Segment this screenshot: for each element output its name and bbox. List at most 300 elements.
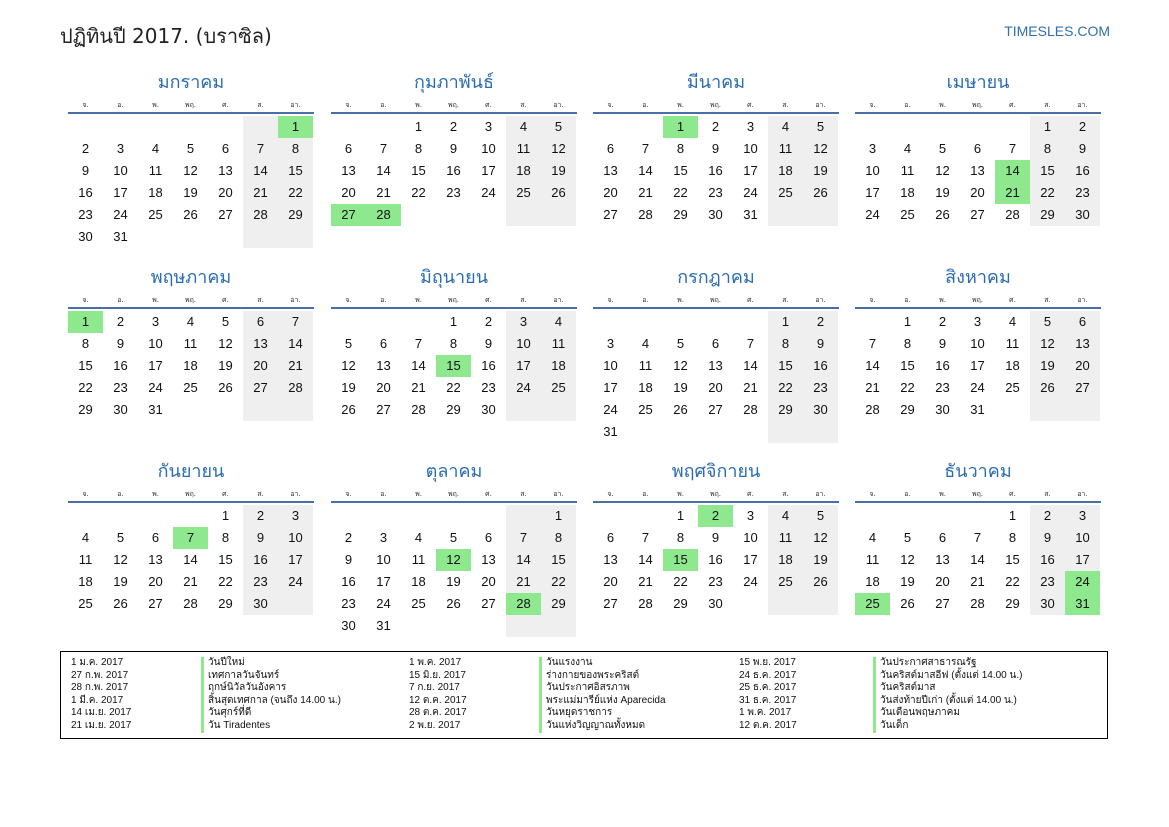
day-cell[interactable]: 26 [218, 380, 233, 395]
day-cell[interactable]: 22 [1030, 182, 1065, 204]
day-cell[interactable]: 4 [1008, 314, 1017, 329]
day-cell[interactable]: 10 [970, 336, 985, 351]
day-cell[interactable]: 13 [603, 163, 618, 178]
day-cell[interactable]: 31 [113, 229, 128, 244]
day-cell[interactable]: 6 [243, 311, 278, 333]
day-cell[interactable]: 12 [341, 358, 356, 373]
day-cell[interactable]: 20 [341, 185, 356, 200]
day-cell[interactable]: 6 [973, 141, 982, 156]
day-cell[interactable]: 24 [113, 207, 128, 222]
day-cell[interactable]: 4 [81, 530, 90, 545]
day-cell[interactable]: 3 [746, 508, 755, 523]
day-cell[interactable]: 1 [903, 314, 912, 329]
day-cell[interactable]: 10 [506, 333, 541, 355]
day-cell[interactable]: 6 [484, 530, 493, 545]
day-cell[interactable]: 22 [673, 185, 688, 200]
day-cell[interactable]: 12 [436, 549, 471, 571]
day-cell[interactable]: 28 [243, 204, 278, 226]
day-cell[interactable]: 10 [865, 163, 880, 178]
site-link[interactable]: TIMESLES.COM [1004, 23, 1110, 39]
day-cell[interactable]: 14 [865, 358, 880, 373]
day-cell[interactable]: 9 [711, 530, 720, 545]
day-cell[interactable]: 9 [243, 527, 278, 549]
day-cell[interactable]: 7 [414, 336, 423, 351]
day-cell[interactable]: 6 [938, 530, 947, 545]
day-cell[interactable]: 13 [603, 552, 618, 567]
day-cell[interactable]: 5 [903, 530, 912, 545]
day-cell[interactable]: 25 [506, 182, 541, 204]
day-cell[interactable]: 14 [243, 160, 278, 182]
day-cell[interactable]: 21 [506, 571, 541, 593]
day-cell[interactable]: 27 [331, 204, 366, 226]
day-cell[interactable]: 20 [1065, 355, 1100, 377]
day-cell[interactable]: 20 [935, 574, 950, 589]
day-cell[interactable]: 11 [541, 333, 576, 355]
day-cell[interactable]: 26 [803, 571, 838, 593]
day-cell[interactable]: 2 [344, 530, 353, 545]
day-cell[interactable]: 21 [638, 185, 653, 200]
day-cell[interactable]: 6 [151, 530, 160, 545]
day-cell[interactable]: 7 [868, 336, 877, 351]
day-cell[interactable]: 27 [1065, 377, 1100, 399]
day-cell[interactable]: 27 [243, 377, 278, 399]
day-cell[interactable]: 2 [81, 141, 90, 156]
day-cell[interactable]: 2 [1065, 116, 1100, 138]
day-cell[interactable]: 15 [768, 355, 803, 377]
day-cell[interactable]: 29 [218, 596, 233, 611]
day-cell[interactable]: 25 [411, 596, 426, 611]
day-cell[interactable]: 17 [376, 574, 391, 589]
day-cell[interactable]: 29 [541, 593, 576, 615]
day-cell[interactable]: 24 [1065, 571, 1100, 593]
day-cell[interactable]: 29 [768, 399, 803, 421]
day-cell[interactable]: 15 [541, 549, 576, 571]
day-cell[interactable]: 8 [768, 333, 803, 355]
day-cell[interactable]: 15 [1030, 160, 1065, 182]
day-cell[interactable]: 5 [803, 116, 838, 138]
day-cell[interactable]: 15 [436, 355, 471, 377]
day-cell[interactable]: 17 [148, 358, 163, 373]
day-cell[interactable]: 10 [278, 527, 313, 549]
day-cell[interactable]: 15 [278, 160, 313, 182]
day-cell[interactable]: 15 [78, 358, 93, 373]
day-cell[interactable]: 31 [376, 618, 391, 633]
day-cell[interactable]: 16 [1030, 549, 1065, 571]
day-cell[interactable]: 18 [768, 549, 803, 571]
day-cell[interactable]: 28 [743, 402, 758, 417]
day-cell[interactable]: 29 [446, 402, 461, 417]
day-cell[interactable]: 26 [1030, 377, 1065, 399]
day-cell[interactable]: 22 [278, 182, 313, 204]
day-cell[interactable]: 12 [900, 552, 915, 567]
day-cell[interactable]: 5 [221, 314, 230, 329]
day-cell[interactable]: 3 [278, 505, 313, 527]
day-cell[interactable]: 3 [973, 314, 982, 329]
day-cell[interactable]: 9 [81, 163, 90, 178]
day-cell[interactable]: 9 [938, 336, 947, 351]
day-cell[interactable]: 4 [768, 505, 803, 527]
day-cell[interactable]: 17 [1065, 549, 1100, 571]
day-cell[interactable]: 10 [148, 336, 163, 351]
day-cell[interactable]: 14 [970, 552, 985, 567]
day-cell[interactable]: 24 [506, 377, 541, 399]
day-cell[interactable]: 27 [970, 207, 985, 222]
day-cell[interactable]: 15 [218, 552, 233, 567]
day-cell[interactable]: 30 [113, 402, 128, 417]
day-cell[interactable]: 11 [865, 552, 880, 567]
day-cell[interactable]: 14 [411, 358, 426, 373]
day-cell[interactable]: 8 [278, 138, 313, 160]
day-cell[interactable]: 1 [768, 311, 803, 333]
day-cell[interactable]: 3 [1065, 505, 1100, 527]
day-cell[interactable]: 7 [173, 527, 208, 549]
day-cell[interactable]: 7 [1008, 141, 1017, 156]
day-cell[interactable]: 21 [278, 355, 313, 377]
day-cell[interactable]: 2 [449, 119, 458, 134]
day-cell[interactable]: 3 [379, 530, 388, 545]
day-cell[interactable]: 1 [414, 119, 423, 134]
day-cell[interactable]: 23 [341, 596, 356, 611]
day-cell[interactable]: 21 [865, 380, 880, 395]
day-cell[interactable]: 14 [376, 163, 391, 178]
day-cell[interactable]: 28 [865, 402, 880, 417]
day-cell[interactable]: 14 [278, 333, 313, 355]
day-cell[interactable]: 6 [1065, 311, 1100, 333]
day-cell[interactable]: 28 [970, 596, 985, 611]
day-cell[interactable]: 17 [481, 163, 496, 178]
day-cell[interactable]: 19 [935, 185, 950, 200]
day-cell[interactable]: 8 [449, 336, 458, 351]
day-cell[interactable]: 23 [243, 571, 278, 593]
day-cell[interactable]: 26 [446, 596, 461, 611]
day-cell[interactable]: 8 [1008, 530, 1017, 545]
day-cell[interactable]: 10 [1065, 527, 1100, 549]
day-cell[interactable]: 14 [743, 358, 758, 373]
day-cell[interactable]: 18 [865, 574, 880, 589]
day-cell[interactable]: 16 [708, 552, 723, 567]
day-cell[interactable]: 12 [803, 527, 838, 549]
day-cell[interactable]: 1 [221, 508, 230, 523]
day-cell[interactable]: 23 [481, 380, 496, 395]
day-cell[interactable]: 2 [484, 314, 493, 329]
day-cell[interactable]: 5 [676, 336, 685, 351]
day-cell[interactable]: 24 [603, 402, 618, 417]
day-cell[interactable]: 22 [78, 380, 93, 395]
day-cell[interactable]: 30 [1030, 593, 1065, 615]
day-cell[interactable]: 2 [1030, 505, 1065, 527]
day-cell[interactable]: 7 [243, 138, 278, 160]
day-cell[interactable]: 25 [638, 402, 653, 417]
day-cell[interactable]: 9 [1030, 527, 1065, 549]
day-cell[interactable]: 19 [803, 160, 838, 182]
day-cell[interactable]: 17 [113, 185, 128, 200]
day-cell[interactable]: 17 [278, 549, 313, 571]
day-cell[interactable]: 7 [641, 530, 650, 545]
day-cell[interactable]: 11 [78, 552, 93, 567]
day-cell[interactable]: 19 [1030, 355, 1065, 377]
day-cell[interactable]: 20 [218, 185, 233, 200]
day-cell[interactable]: 20 [708, 380, 723, 395]
day-cell[interactable]: 21 [376, 185, 391, 200]
day-cell[interactable]: 27 [603, 207, 618, 222]
day-cell[interactable]: 6 [606, 530, 615, 545]
day-cell[interactable]: 21 [995, 182, 1030, 204]
day-cell[interactable]: 18 [506, 160, 541, 182]
day-cell[interactable]: 14 [638, 163, 653, 178]
day-cell[interactable]: 19 [218, 358, 233, 373]
day-cell[interactable]: 1 [541, 505, 576, 527]
day-cell[interactable]: 25 [541, 377, 576, 399]
day-cell[interactable]: 28 [506, 593, 541, 615]
day-cell[interactable]: 6 [711, 336, 720, 351]
day-cell[interactable]: 18 [148, 185, 163, 200]
day-cell[interactable]: 27 [481, 596, 496, 611]
day-cell[interactable]: 24 [148, 380, 163, 395]
day-cell[interactable]: 24 [970, 380, 985, 395]
day-cell[interactable]: 3 [151, 314, 160, 329]
day-cell[interactable]: 20 [376, 380, 391, 395]
day-cell[interactable]: 5 [938, 141, 947, 156]
day-cell[interactable]: 9 [1065, 138, 1100, 160]
day-cell[interactable]: 28 [411, 402, 426, 417]
day-cell[interactable]: 16 [803, 355, 838, 377]
day-cell[interactable]: 29 [1005, 596, 1020, 611]
day-cell[interactable]: 4 [903, 141, 912, 156]
day-cell[interactable]: 18 [900, 185, 915, 200]
day-cell[interactable]: 8 [1030, 138, 1065, 160]
day-cell[interactable]: 30 [78, 229, 93, 244]
day-cell[interactable]: 2 [116, 314, 125, 329]
day-cell[interactable]: 13 [935, 552, 950, 567]
day-cell[interactable]: 7 [641, 141, 650, 156]
day-cell[interactable]: 14 [638, 552, 653, 567]
day-cell[interactable]: 24 [865, 207, 880, 222]
day-cell[interactable]: 7 [746, 336, 755, 351]
day-cell[interactable]: 30 [1065, 204, 1100, 226]
day-cell[interactable]: 11 [506, 138, 541, 160]
day-cell[interactable]: 2 [698, 505, 733, 527]
day-cell[interactable]: 31 [148, 402, 163, 417]
day-cell[interactable]: 13 [708, 358, 723, 373]
day-cell[interactable]: 26 [113, 596, 128, 611]
day-cell[interactable]: 18 [78, 574, 93, 589]
day-cell[interactable]: 30 [708, 207, 723, 222]
day-cell[interactable]: 13 [481, 552, 496, 567]
day-cell[interactable]: 19 [183, 185, 198, 200]
day-cell[interactable]: 5 [803, 505, 838, 527]
day-cell[interactable]: 15 [900, 358, 915, 373]
day-cell[interactable]: 3 [506, 311, 541, 333]
day-cell[interactable]: 4 [151, 141, 160, 156]
day-cell[interactable]: 3 [746, 119, 755, 134]
day-cell[interactable]: 14 [506, 549, 541, 571]
day-cell[interactable]: 17 [603, 380, 618, 395]
day-cell[interactable]: 20 [603, 185, 618, 200]
day-cell[interactable]: 29 [278, 204, 313, 226]
day-cell[interactable]: 13 [148, 552, 163, 567]
day-cell[interactable]: 1 [663, 116, 698, 138]
day-cell[interactable]: 20 [243, 355, 278, 377]
day-cell[interactable]: 24 [743, 574, 758, 589]
day-cell[interactable]: 27 [148, 596, 163, 611]
day-cell[interactable]: 7 [506, 527, 541, 549]
day-cell[interactable]: 9 [449, 141, 458, 156]
day-cell[interactable]: 5 [186, 141, 195, 156]
day-cell[interactable]: 6 [606, 141, 615, 156]
day-cell[interactable]: 8 [221, 530, 230, 545]
day-cell[interactable]: 12 [1030, 333, 1065, 355]
day-cell[interactable]: 26 [935, 207, 950, 222]
day-cell[interactable]: 12 [218, 336, 233, 351]
day-cell[interactable]: 6 [344, 141, 353, 156]
day-cell[interactable]: 21 [638, 574, 653, 589]
day-cell[interactable]: 22 [411, 185, 426, 200]
day-cell[interactable]: 18 [638, 380, 653, 395]
day-cell[interactable]: 13 [376, 358, 391, 373]
day-cell[interactable]: 19 [803, 549, 838, 571]
day-cell[interactable]: 17 [970, 358, 985, 373]
day-cell[interactable]: 10 [603, 358, 618, 373]
day-cell[interactable]: 16 [78, 185, 93, 200]
day-cell[interactable]: 12 [541, 138, 576, 160]
day-cell[interactable]: 30 [341, 618, 356, 633]
day-cell[interactable]: 19 [541, 160, 576, 182]
day-cell[interactable]: 23 [803, 377, 838, 399]
day-cell[interactable]: 11 [768, 138, 803, 160]
day-cell[interactable]: 21 [411, 380, 426, 395]
day-cell[interactable]: 24 [376, 596, 391, 611]
day-cell[interactable]: 16 [481, 358, 496, 373]
day-cell[interactable]: 1 [1008, 508, 1017, 523]
day-cell[interactable]: 10 [743, 530, 758, 545]
day-cell[interactable]: 3 [868, 141, 877, 156]
day-cell[interactable]: 13 [218, 163, 233, 178]
day-cell[interactable]: 23 [1030, 571, 1065, 593]
day-cell[interactable]: 15 [663, 549, 698, 571]
day-cell[interactable]: 27 [935, 596, 950, 611]
day-cell[interactable]: 14 [995, 160, 1030, 182]
day-cell[interactable]: 4 [541, 311, 576, 333]
day-cell[interactable]: 18 [183, 358, 198, 373]
day-cell[interactable]: 6 [379, 336, 388, 351]
day-cell[interactable]: 16 [243, 549, 278, 571]
day-cell[interactable]: 16 [708, 163, 723, 178]
day-cell[interactable]: 30 [935, 402, 950, 417]
day-cell[interactable]: 14 [183, 552, 198, 567]
day-cell[interactable]: 26 [341, 402, 356, 417]
day-cell[interactable]: 22 [673, 574, 688, 589]
day-cell[interactable]: 5 [449, 530, 458, 545]
day-cell[interactable]: 17 [743, 552, 758, 567]
day-cell[interactable]: 11 [148, 163, 163, 178]
day-cell[interactable]: 19 [673, 380, 688, 395]
day-cell[interactable]: 25 [900, 207, 915, 222]
day-cell[interactable]: 22 [900, 380, 915, 395]
day-cell[interactable]: 25 [855, 593, 890, 615]
day-cell[interactable]: 8 [676, 141, 685, 156]
day-cell[interactable]: 12 [113, 552, 128, 567]
day-cell[interactable]: 13 [243, 333, 278, 355]
day-cell[interactable]: 28 [366, 204, 401, 226]
day-cell[interactable]: 17 [865, 185, 880, 200]
day-cell[interactable]: 8 [676, 530, 685, 545]
day-cell[interactable]: 4 [186, 314, 195, 329]
day-cell[interactable]: 18 [411, 574, 426, 589]
day-cell[interactable]: 26 [541, 182, 576, 204]
day-cell[interactable]: 22 [541, 571, 576, 593]
day-cell[interactable]: 16 [1065, 160, 1100, 182]
day-cell[interactable]: 29 [673, 207, 688, 222]
day-cell[interactable]: 16 [935, 358, 950, 373]
day-cell[interactable]: 1 [449, 314, 458, 329]
day-cell[interactable]: 16 [113, 358, 128, 373]
day-cell[interactable]: 28 [278, 377, 313, 399]
day-cell[interactable]: 1 [676, 508, 685, 523]
day-cell[interactable]: 18 [1005, 358, 1020, 373]
day-cell[interactable]: 5 [344, 336, 353, 351]
day-cell[interactable]: 23 [78, 207, 93, 222]
day-cell[interactable]: 21 [243, 182, 278, 204]
day-cell[interactable]: 26 [183, 207, 198, 222]
day-cell[interactable]: 7 [973, 530, 982, 545]
day-cell[interactable]: 11 [638, 358, 653, 373]
day-cell[interactable]: 12 [935, 163, 950, 178]
day-cell[interactable]: 11 [900, 163, 915, 178]
day-cell[interactable]: 8 [414, 141, 423, 156]
day-cell[interactable]: 20 [481, 574, 496, 589]
day-cell[interactable]: 20 [970, 185, 985, 200]
day-cell[interactable]: 10 [376, 552, 391, 567]
day-cell[interactable]: 27 [603, 596, 618, 611]
day-cell[interactable]: 19 [446, 574, 461, 589]
day-cell[interactable]: 10 [743, 141, 758, 156]
day-cell[interactable]: 10 [481, 141, 496, 156]
day-cell[interactable]: 23 [113, 380, 128, 395]
day-cell[interactable]: 12 [183, 163, 198, 178]
day-cell[interactable]: 13 [970, 163, 985, 178]
day-cell[interactable]: 25 [1005, 380, 1020, 395]
day-cell[interactable]: 3 [606, 336, 615, 351]
day-cell[interactable]: 17 [743, 163, 758, 178]
day-cell[interactable]: 25 [78, 596, 93, 611]
day-cell[interactable]: 29 [1030, 204, 1065, 226]
day-cell[interactable]: 29 [673, 596, 688, 611]
day-cell[interactable]: 12 [803, 138, 838, 160]
day-cell[interactable]: 10 [113, 163, 128, 178]
day-cell[interactable]: 28 [638, 596, 653, 611]
day-cell[interactable]: 23 [708, 574, 723, 589]
day-cell[interactable]: 2 [711, 119, 720, 134]
day-cell[interactable]: 22 [1005, 574, 1020, 589]
day-cell[interactable]: 25 [768, 182, 803, 204]
day-cell[interactable]: 15 [411, 163, 426, 178]
day-cell[interactable]: 19 [341, 380, 356, 395]
day-cell[interactable]: 22 [218, 574, 233, 589]
day-cell[interactable]: 29 [900, 402, 915, 417]
day-cell[interactable]: 3 [484, 119, 493, 134]
day-cell[interactable]: 4 [641, 336, 650, 351]
day-cell[interactable]: 19 [900, 574, 915, 589]
day-cell[interactable]: 1 [1030, 116, 1065, 138]
day-cell[interactable]: 26 [803, 182, 838, 204]
day-cell[interactable]: 23 [935, 380, 950, 395]
day-cell[interactable]: 30 [708, 596, 723, 611]
day-cell[interactable]: 11 [1005, 336, 1020, 351]
day-cell[interactable]: 5 [541, 116, 576, 138]
day-cell[interactable]: 4 [868, 530, 877, 545]
day-cell[interactable]: 6 [221, 141, 230, 156]
day-cell[interactable]: 27 [218, 207, 233, 222]
